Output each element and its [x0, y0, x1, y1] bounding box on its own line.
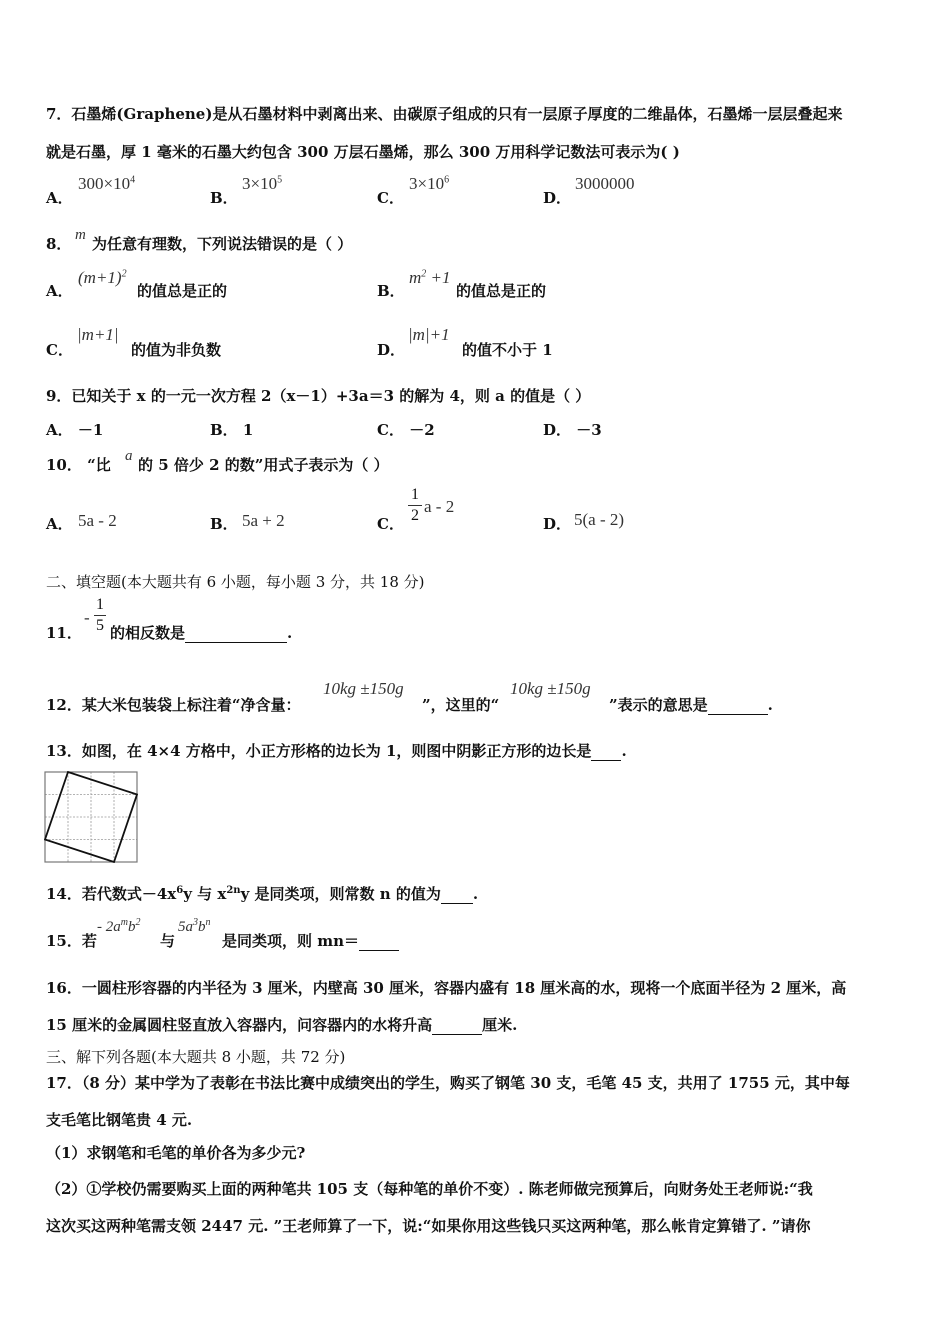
q8-option-d-label: D． — [377, 341, 406, 359]
q10-option-d-label: D． — [543, 515, 572, 533]
q10-option-c-fraction: 1 2 — [408, 486, 422, 525]
q11-text: 的相反数是 . — [110, 624, 293, 642]
q7-option-d-expr: 3000000 — [575, 174, 635, 193]
q7-line2: 就是石墨，厚 1 毫米的石墨大约包含 300 万层石墨烯，那么 300 万用科学记数法可表示为( ) — [46, 143, 680, 161]
q12-answer-blank[interactable] — [708, 700, 768, 715]
q8-option-a-text: 的值总是正的 — [137, 282, 228, 300]
q11-answer-blank[interactable] — [185, 628, 287, 643]
q10-option-a-expr: 5a - 2 — [78, 511, 117, 530]
q8-option-b-text: 的值总是正的 — [456, 282, 547, 300]
q8-option-c-expr: |m+1| — [77, 325, 119, 344]
q10-option-c-label: C． — [377, 515, 404, 533]
q10-post: 的 5 倍少 2 的数”用式子表示为（ ） — [138, 456, 389, 474]
q8-option-c-label: C． — [46, 341, 73, 359]
q9-stem: 9．已知关于 x 的一元一次方程 2（x－1）+3a＝3 的解为 4，则 a 的值是（ ） — [46, 387, 591, 405]
q15-monomial-2: $5a^3b^n$ — [178, 917, 211, 935]
q16-line2: 15 厘米的金属圆柱竖直放入容器内，问容器内的水将升高 厘米. — [46, 1016, 518, 1034]
q8-option-c-text: 的值为非负数 — [131, 341, 222, 359]
q11-sign: - — [84, 608, 90, 627]
q8-var: m — [75, 227, 86, 243]
q7-option-b-expr: $3\times 10^5$ — [242, 174, 283, 193]
section-2-heading: 二、填空题(本大题共有 6 小题，每小题 3 分，共 18 分) — [46, 573, 425, 591]
q11-fraction: 1 5 — [96, 596, 104, 634]
grid-lines — [45, 772, 137, 862]
q7-option-c-expr: $3\times 10^6$ — [409, 174, 450, 193]
q14-answer-blank[interactable] — [441, 889, 473, 904]
q9-option-d: D． －3 — [543, 421, 602, 439]
q9-option-c: C． －2 — [377, 421, 435, 439]
q17-part2-line1: （2）①学校仍需要购买上面的两种笔共 105 支（每种笔的单价不变）. 陈老师做完预算后，向财务处王老师说:“我 — [46, 1180, 813, 1198]
q9-option-b: B． 1 — [210, 421, 254, 439]
q10-pre: 10． “比 — [46, 456, 111, 474]
q13-text: 13．如图，在 4×4 方格中，小正方形格的边长为 1，则图中阴影正方形的边长是 . — [46, 742, 627, 760]
q12-pre: 12．某大米包装袋上标注着“净含量： — [46, 696, 301, 714]
q8-option-d-text: 的值不小于 1 — [462, 341, 553, 359]
q12-mid: ”，这里的“ — [422, 696, 500, 714]
q10-option-b-label: B． — [210, 515, 238, 533]
q17-line2: 支毛笔比钢笔贵 4 元. — [46, 1111, 193, 1129]
q8-option-b-label: B． — [377, 282, 405, 300]
q16-answer-blank[interactable] — [432, 1020, 482, 1035]
q8-number: 8． — [46, 235, 72, 253]
q8-stem: 为任意有理数，下列说法错误的是（ ） — [92, 235, 353, 253]
q10-option-a-label: A． — [46, 515, 73, 533]
q8-option-a-expr: $(m+1)^2$ — [78, 268, 127, 287]
q10-option-d-expr: 5(a - 2) — [574, 510, 625, 529]
q15-post: 是同类项，则 mn＝ — [222, 930, 399, 951]
q7-line1: 7．石墨烯(Graphene)是从石墨材料中剥离出来、由碳原子组成的只有一层原子厚度的二维晶体，石墨烯一层层叠起来 — [46, 105, 843, 123]
q7-option-c-label: C． — [377, 189, 404, 207]
q8-option-d-expr: |m|+1 — [408, 325, 450, 344]
q10-var: a — [125, 448, 133, 464]
q17-part1: （1）求钢笔和毛笔的单价各为多少元? — [46, 1144, 306, 1162]
q12-expr-2: 10kg ±150g — [510, 679, 591, 698]
q12-expr-1: 10kg ±150g — [323, 679, 404, 698]
q15-mid: 与 — [160, 932, 176, 950]
q12-post: ”表示的意思是 . — [609, 696, 773, 714]
q11-number: 11． — [46, 624, 82, 642]
section-3-heading: 三、解下列各题(本大题共 8 小题，共 72 分) — [46, 1048, 346, 1066]
q10-option-c-expr: a - 2 — [424, 497, 455, 516]
q17-part2-line2: 这次买这两种笔需支领 2447 元. ”王老师算了一下，说:“如果你用这些钱只买这两种笔，那么帐肯定算错了. ”请你 — [46, 1217, 811, 1235]
q13-grid-figure — [44, 771, 138, 863]
q16-line1: 16．一圆柱形容器的内半径为 3 厘米，内壁高 30 厘米，容器内盛有 18 厘米高的水，现将一个底面半径为 2 厘米，高 — [46, 979, 847, 997]
q15-answer-blank[interactable] — [359, 936, 399, 951]
q15-pre: 15．若 — [46, 932, 97, 950]
q13-answer-blank[interactable] — [591, 746, 621, 761]
q7-option-a-label: A． — [46, 189, 73, 207]
q10-option-b-expr: 5a + 2 — [242, 511, 285, 530]
q17-line1: 17．（8 分）某中学为了表彰在书法比赛中成绩突出的学生，购买了钢笔 30 支，毛笔 45 支，共用了 1755 元，其中每 — [46, 1074, 850, 1092]
q8-option-a-label: A． — [46, 282, 73, 300]
q15-monomial-1: - $2a^mb^2$ — [97, 917, 141, 935]
q14-text: 14．若代数式$-4x^6y$ 与 $x^{2n}y$ 是同类项，则常数 n 的值为 . — [46, 885, 479, 903]
q9-option-a: A． －1 — [46, 421, 104, 439]
q8-option-b-expr: $m^2 +1$ — [409, 268, 451, 287]
q7-option-b-label: B． — [210, 189, 238, 207]
q7-option-a-expr: $300\times 10^4$ — [78, 174, 136, 193]
q7-option-d-label: D． — [543, 189, 572, 207]
